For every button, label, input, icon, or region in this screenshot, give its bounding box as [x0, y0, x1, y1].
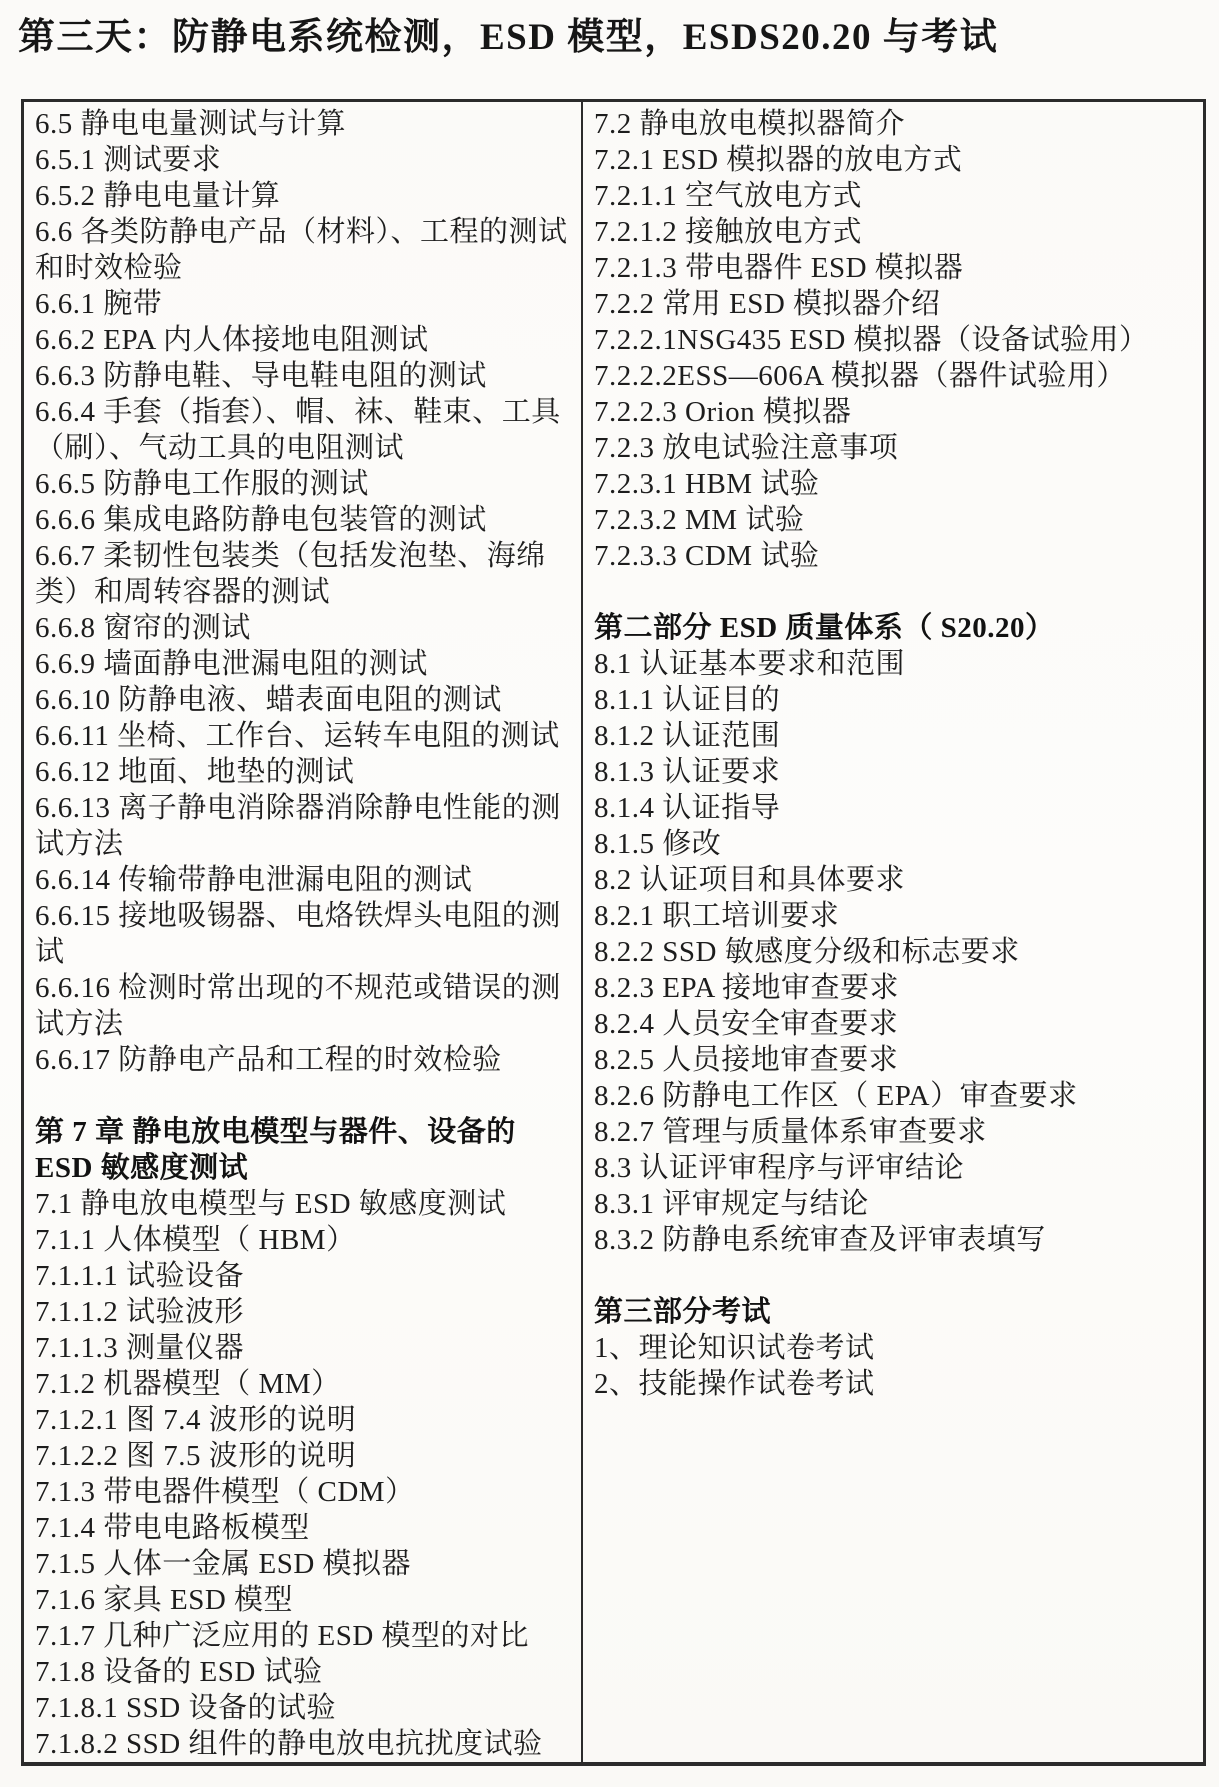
toc-item: 7.1.5 人体一金属 ESD 模拟器: [35, 1548, 412, 1580]
toc-item: 6.5.1 测试要求: [35, 144, 222, 176]
toc-item: 7.1.1.2 试验波形: [35, 1296, 245, 1328]
toc-item: 6.6.14 传输带静电泄漏电阻的测试: [35, 864, 473, 896]
toc-item: 6.5 静电电量测试与计算: [35, 108, 347, 140]
toc-item: 8.2.3 EPA 接地审查要求: [594, 972, 900, 1004]
toc-item: 7.1.2.1 图 7.4 波形的说明: [35, 1404, 357, 1436]
toc-item: 6.5.2 静电电量计算: [35, 180, 281, 212]
toc-item: 7.2.3.2 MM 试验: [594, 504, 805, 536]
toc-item: 7.1.8 设备的 ESD 试验: [35, 1656, 323, 1688]
toc-item: 8.2.7 管理与质量体系审查要求: [594, 1116, 987, 1148]
toc-item: 8.3.2 防静电系统审查及评审表填写: [594, 1224, 1046, 1256]
toc-item: 7.1.8.1 SSD 设备的试验: [35, 1692, 336, 1724]
toc-item: 6.6.8 窗帘的测试: [35, 612, 251, 644]
toc-item: 7.2.1 ESD 模拟器的放电方式: [594, 144, 963, 176]
toc-item: 6.6.15 接地吸锡器、电烙铁焊头电阻的测试: [35, 900, 561, 968]
toc-table: [21, 99, 1206, 1766]
toc-item: 7.2.2.2ESS—606A 模拟器（器件试验用）: [594, 360, 1126, 392]
toc-item: 8.1.4 认证指导: [594, 792, 781, 824]
toc-item: 8.1.1 认证目的: [594, 684, 781, 716]
toc-item: 7.2.2.1NSG435 ESD 模拟器（设备试验用）: [594, 324, 1149, 356]
toc-item: 6.6.13 离子静电消除器消除静电性能的测试方法: [35, 792, 561, 860]
toc-item: 7.2.1.3 带电器件 ESD 模拟器: [594, 252, 964, 284]
toc-item: 7.2.3.1 HBM 试验: [594, 468, 820, 500]
toc-item: 6.6.2 EPA 内人体接地电阻测试: [35, 324, 429, 356]
toc-item: 第三部分考试: [594, 1296, 772, 1328]
toc-item: 7.1.2.2 图 7.5 波形的说明: [35, 1440, 357, 1472]
toc-item: 6.6.10 防静电液、蜡表面电阻的测试: [35, 684, 502, 716]
toc-item: 8.1 认证基本要求和范围: [594, 648, 906, 680]
toc-item: 6.6.4 手套（指套）、帽、袜、鞋束、工具（刷）、气动工具的电阻测试: [35, 396, 561, 464]
toc-item: 7.1.6 家具 ESD 模型: [35, 1584, 294, 1616]
toc-item: 7.1 静电放电模型与 ESD 敏感度测试: [35, 1188, 507, 1220]
toc-item: 2、技能操作试卷考试: [594, 1368, 875, 1400]
toc-item: 8.3 认证评审程序与评审结论: [594, 1152, 965, 1184]
toc-item: 8.2 认证项目和具体要求: [594, 864, 906, 896]
toc-item: 第二部分 ESD 质量体系（ S20.20）: [594, 612, 1055, 644]
toc-item: 7.1.1.1 试验设备: [35, 1260, 245, 1292]
toc-item: 7.2.1.2 接触放电方式: [594, 216, 863, 248]
toc-item: 6.6.7 柔韧性包装类（包括发泡垫、海绵类）和周转容器的测试: [35, 540, 546, 608]
toc-item: 6.6 各类防静电产品（材料）、工程的测试和时效检验: [35, 216, 568, 284]
toc-item: 第 7 章 静电放电模型与器件、设备的 ESD 敏感度测试: [35, 1116, 516, 1184]
toc-item: 6.6.16 检测时常出现的不规范或错误的测试方法: [35, 972, 561, 1040]
toc-item: 6.6.11 坐椅、工作台、运转车电阻的测试: [35, 720, 560, 752]
toc-item: 7.2.3.3 CDM 试验: [594, 540, 820, 572]
toc-right-column: [583, 102, 1203, 1762]
toc-item: 7.2.2 常用 ESD 模拟器介绍: [594, 288, 941, 320]
toc-item: 7.2.3 放电试验注意事项: [594, 432, 899, 464]
toc-item: 8.2.2 SSD 敏感度分级和标志要求: [594, 936, 1020, 968]
toc-item: 7.1.2 机器模型（ MM）: [35, 1368, 341, 1400]
toc-item: 6.6.3 防静电鞋、导电鞋电阻的测试: [35, 360, 487, 392]
toc-item: 8.2.6 防静电工作区（ EPA）审查要求: [594, 1080, 1078, 1112]
toc-item: 7.1.7 几种广泛应用的 ESD 模型的对比: [35, 1620, 530, 1652]
toc-item: 8.2.1 职工培训要求: [594, 900, 840, 932]
toc-item: 7.1.1.3 测量仪器: [35, 1332, 245, 1364]
toc-item: 8.2.5 人员接地审查要求: [594, 1044, 899, 1076]
toc-item: 6.6.6 集成电路防静电包装管的测试: [35, 504, 487, 536]
page-title: 第三天：防静电系统检测，ESD 模型，ESDS20.20 与考试: [18, 17, 999, 58]
toc-item: 8.3.1 评审规定与结论: [594, 1188, 869, 1220]
toc-item: 7.2.1.1 空气放电方式: [594, 180, 863, 212]
toc-item: 7.1.8.2 SSD 组件的静电放电抗扰度试验: [35, 1728, 543, 1760]
toc-item: 1、理论知识试卷考试: [594, 1332, 875, 1364]
toc-item: 8.2.4 人员安全审查要求: [594, 1008, 899, 1040]
toc-item: 7.1.3 带电器件模型（ CDM）: [35, 1476, 415, 1508]
toc-item: 7.1.4 带电电路板模型: [35, 1512, 310, 1544]
toc-item: 6.6.5 防静电工作服的测试: [35, 468, 369, 500]
toc-item: 7.2.2.3 Orion 模拟器: [594, 396, 852, 428]
toc-item: 7.2 静电放电模拟器简介: [594, 108, 906, 140]
toc-item: 6.6.9 墙面静电泄漏电阻的测试: [35, 648, 428, 680]
toc-item: 8.1.2 认证范围: [594, 720, 781, 752]
toc-item: 8.1.5 修改: [594, 828, 722, 860]
toc-left-column: [24, 102, 583, 1762]
toc-item: 7.1.1 人体模型（ HBM）: [35, 1224, 356, 1256]
toc-item: 6.6.1 腕带: [35, 288, 163, 320]
toc-item: 8.1.3 认证要求: [594, 756, 781, 788]
toc-item: 6.6.12 地面、地垫的测试: [35, 756, 355, 788]
toc-item: 6.6.17 防静电产品和工程的时效检验: [35, 1044, 502, 1076]
